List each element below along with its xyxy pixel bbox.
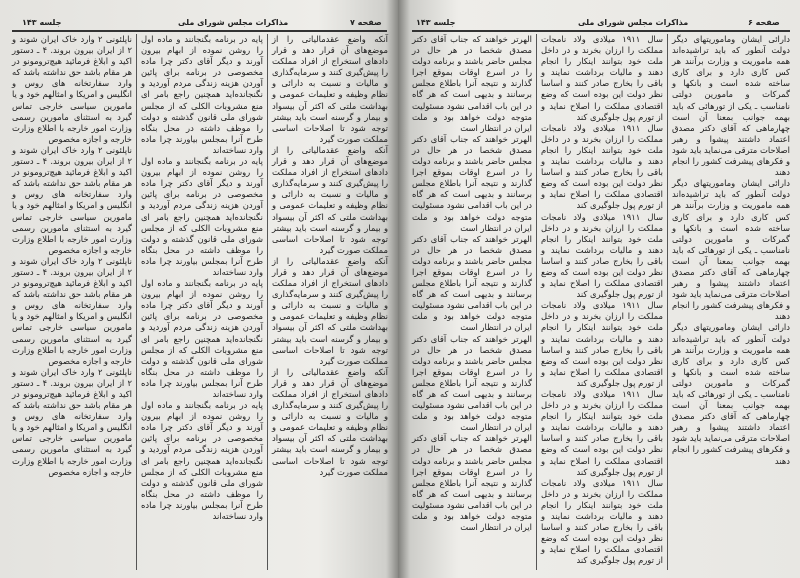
paragraph: پایه در برنامه بگنجانند و ماده اول را روشن نموده از ابهام بیرون آورند و دیگر آقای دکتر چرا ماده مخصوصی در برنامه برای پائین آوردن هزینه زندگی مردم آوردید و نگنجانده‌اید همچنین راجع بامر ای منع مشروبات الکلی که از مجلس شورای ملی قانون گذشته و دولت را موظف داشته در محل بنگاه طرح آنرا بمجلس بیاورند چرا ماده وارد نساخته‌اند <box>141 156 263 277</box>
paragraph: ناپلئونی ۲ وارد خاک ایران شوند و ۲ از ایران بیرون بروند. ۴ ـ دستور اکید و ابلاغ فرمائید هیچ‌ترومونو در هر مقام باشد حق نداشته باشد که وارد سفارتخانه های روس و انگلیس و امریکا و امثالهم خود و یا مامورین سیاسی خارجی تماس گیرد به استثنای مامورین رسمی وزارت امور خارجه با اطلاع وزارت خارجه و اجازه مخصوص <box>12 366 132 477</box>
paragraph: دارائی ایشان وماموریتهای دیگر دولت آنطور که باید تراشیده‌اند همه ماموریت و وزارت برآنند هر کس کاری دارد و برای کاری ساخته شده است و بانکها و گمرکات و مامورین دولتی نامناسب ـ یکی از تورهائی که باید بهمه جوانب بمعنا آن است چهارماهی که آقای دکتر مصدق اعتماد داشتند پیشوا و رهبر اصلاحات مترقی می‌نماید باید شود و فکرهای پیشرفت کشور را انجام دهند <box>672 34 790 178</box>
text-column <box>672 34 790 467</box>
text-column <box>12 34 132 478</box>
session-number: جلسه ۱۴۳ <box>416 18 456 27</box>
paragraph: دارائی ایشان وماموریتهای دیگر دولت آنطور که باید تراشیده‌اند همه ماموریت و وزارت برآنند هر کس کاری دارد و برای کاری ساخته شده است و بانکها و گمرکات و مامورین دولتی نامناسب ـ یکی از تورهائی که باید بهمه جوانب بمعنا آن است چهارماهی که آقای دکتر مصدق اعتماد داشتند پیشوا و رهبر اصلاحات مترقی می‌نماید باید شود و فکرهای پیشرفت کشور را انجام دهند <box>672 178 790 322</box>
page-number: صفحه ۷ <box>350 18 382 27</box>
running-title: مذاکرات مجلس شورای ملی <box>178 18 289 27</box>
text-column <box>412 34 532 533</box>
text-column <box>272 34 388 478</box>
paragraph: ناپلئونی ۲ وارد خاک ایران شوند و ۲ از ایران بیرون بروند. ۴ ـ دستور اکید و ابلاغ فرمائید هیچ‌ترومونو در هر مقام باشد حق نداشته باشد که وارد سفارتخانه های روس و انگلیس و امریکا و امثالهم خود و یا مامورین سیاسی خارجی تماس گیرد به استثنای مامورین رسمی وزارت امور خارجه با اطلاع وزارت خارجه و اجازه مخصوص <box>12 34 132 144</box>
paragraph: سال ۱۹۱۱ میلادی ولاد نامجات مملکت را ارزان بخرند و در داخل ملت خود بتوانند اینکار را انجام دهند و مالیات برداشت نمایند و باقی را بخارج صادر کنند و اساسا نظر دولت این بوده است که وضع اقتصادی مملکت را اصلاح نماید و از تورم پول جلوگیری کند <box>541 34 663 122</box>
paragraph: الهرتر خواهند که جناب آقای دکتر مصدق شخصا در هر حال در مجلس حاضر باشند و برنامه دولت را در اسرع اوقات بموقع اجرا گذارند و نتیجه آنرا باطلاع مجلس برسانند و بدیهی است که هر گاه در این باب اقدامی نشود مسئولیت متوجه دولت خواهد بود و ملت ایران در انتظار است <box>412 333 532 433</box>
paragraph: آنکه واضع عقدمالیاتی را از موضع‌های آن قرار دهد و قرار دادهای استخراج از افراد مملکت را پیش‌گیری کنند و سرمایه‌گذاری و مالیات و نسبت به دارائی و نظام وظیفه و تعلیمات عمومی و بهداشت ملتی که اکثر آن بیسواد و بیمار و گرسنه است باید بیشتر توجه شود تا اصلاحات اساسی مملکت صورت گیرد <box>272 366 388 477</box>
paragraph: آنکه واضع عقدمالیاتی را از موضع‌های آن قرار دهد و قرار دادهای استخراج از افراد مملکت را پیش‌گیری کنند و سرمایه‌گذاری و مالیات و نسبت به دارائی و نظام وظیفه و تعلیمات عمومی و بهداشت ملتی که اکثر آن بیسواد و بیمار و گرسنه است باید بیشتر توجه شود تا اصلاحات اساسی مملکت صورت گیرد <box>272 144 388 255</box>
paragraph: الهرتر خواهند که جناب آقای دکتر مصدق شخصا در هر حال در مجلس حاضر باشند و برنامه دولت را در اسرع اوقات بموقع اجرا گذارند و نتیجه آنرا باطلاع مجلس برسانند و بدیهی است که هر گاه در این باب اقدامی نشود مسئولیت متوجه دولت خواهد بود و ملت ایران در انتظار است <box>412 233 532 333</box>
column-divider <box>667 34 668 570</box>
page-number: صفحه ۶ <box>748 18 780 27</box>
right-page <box>398 0 800 578</box>
page-header <box>0 18 398 30</box>
left-page <box>0 0 398 578</box>
page-header <box>398 18 800 30</box>
session-number: جلسه ۱۴۳ <box>22 18 62 27</box>
running-title: مذاکرات مجلس شورای ملی <box>578 18 689 27</box>
paragraph: آنکه واضع عقدمالیاتی را از موضع‌های آن قرار دهد و قرار دادهای استخراج از افراد مملکت را پیش‌گیری کنند و سرمایه‌گذاری و مالیات و نسبت به دارائی و نظام وظیفه و تعلیمات عمومی و بهداشت ملتی که اکثر آن بیسواد و بیمار و گرسنه است باید بیشتر توجه شود تا اصلاحات اساسی مملکت صورت گیرد <box>272 255 388 366</box>
paragraph: ناپلئونی ۲ وارد خاک ایران شوند و ۲ از ایران بیرون بروند. ۴ ـ دستور اکید و ابلاغ فرمائید هیچ‌ترومونو در هر مقام باشد حق نداشته باشد که وارد سفارتخانه های روس و انگلیس و امریکا و امثالهم خود و یا مامورین سیاسی خارجی تماس گیرد به استثنای مامورین رسمی وزارت امور خارجه با اطلاع وزارت خارجه و اجازه مخصوص <box>12 144 132 255</box>
paragraph: پایه در برنامه بگنجانند و ماده اول را روشن نموده از ابهام بیرون آورند و دیگر آقای دکتر چرا ماده مخصوصی در برنامه برای پائین آوردن هزینه زندگی مردم آوردید و نگنجانده‌اید همچنین راجع بامر ای منع مشروبات الکلی که از مجلس شورای ملی قانون گذشته و دولت را موظف داشته در محل بنگاه طرح آنرا بمجلس بیاورند چرا ماده وارد نساخته‌اند <box>141 400 263 522</box>
paragraph: پایه در برنامه بگنجانند و ماده اول را روشن نموده از ابهام بیرون آورند و دیگر آقای دکتر چرا ماده مخصوصی در برنامه برای پائین آوردن هزینه زندگی مردم آوردید و نگنجانده‌اید همچنین راجع بامر ای منع مشروبات الکلی که از مجلس شورای ملی قانون گذشته و دولت را موظف داشته در محل بنگاه طرح آنرا بمجلس بیاورند چرا ماده وارد نساخته‌اند <box>141 34 263 155</box>
column-divider <box>136 34 137 570</box>
paragraph: آنکه واضع عقدمالیاتی را از موضع‌های آن قرار دهد و قرار دادهای استخراج از افراد مملکت را پیش‌گیری کنند و سرمایه‌گذاری و مالیات و نسبت به دارائی و نظام وظیفه و تعلیمات عمومی و بهداشت ملتی که اکثر آن بیسواد و بیمار و گرسنه است باید بیشتر توجه شود تا اصلاحات اساسی مملکت صورت گیرد <box>272 34 388 144</box>
header-rule <box>12 30 387 32</box>
text-column <box>141 34 263 522</box>
paragraph: سال ۱۹۱۱ میلادی ولاد نامجات مملکت را ارزان بخرند و در داخل ملت خود بتوانند اینکار را انجام دهند و مالیات برداشت نمایند و باقی را بخارج صادر کنند و اساسا نظر دولت این بوده است که وضع اقتصادی مملکت را اصلاح نماید و از تورم پول جلوگیری کند <box>541 122 663 211</box>
paragraph: سال ۱۹۱۱ میلادی ولاد نامجات مملکت را ارزان بخرند و در داخل ملت خود بتوانند اینکار را انجام دهند و مالیات برداشت نمایند و باقی را بخارج صادر کنند و اساسا نظر دولت این بوده است که وضع اقتصادی مملکت را اصلاح نماید و از تورم پول جلوگیری کند <box>541 477 663 566</box>
paragraph: دارائی ایشان وماموریتهای دیگر دولت آنطور که باید تراشیده‌اند همه ماموریت و وزارت برآنند هر کس کاری دارد و برای کاری ساخته شده است و بانکها و گمرکات و مامورین دولتی نامناسب ـ یکی از تورهائی که باید بهمه جوانب بمعنا آن است چهارماهی که آقای دکتر مصدق اعتماد داشتند پیشوا و رهبر اصلاحات مترقی می‌نماید باید شود و فکرهای پیشرفت کشور را انجام دهند <box>672 322 790 466</box>
header-rule <box>412 30 790 32</box>
paragraph: سال ۱۹۱۱ میلادی ولاد نامجات مملکت را ارزان بخرند و در داخل ملت خود بتوانند اینکار را انجام دهند و مالیات برداشت نمایند و باقی را بخارج صادر کنند و اساسا نظر دولت این بوده است که وضع اقتصادی مملکت را اصلاح نماید و از تورم پول جلوگیری کند <box>541 300 663 388</box>
column-divider <box>536 34 537 570</box>
paragraph: الهرتر خواهند که جناب آقای دکتر مصدق شخصا در هر حال در مجلس حاضر باشند و برنامه دولت را در اسرع اوقات بموقع اجرا گذارند و نتیجه آنرا باطلاع مجلس برسانند و بدیهی است که هر گاه در این باب اقدامی نشود مسئولیت متوجه دولت خواهد بود و ملت ایران در انتظار است <box>412 133 532 233</box>
text-column <box>541 34 663 567</box>
column-divider <box>267 34 268 570</box>
paragraph: سال ۱۹۱۱ میلادی ولاد نامجات مملکت را ارزان بخرند و در داخل ملت خود بتوانند اینکار را انجام دهند و مالیات برداشت نمایند و باقی را بخارج صادر کنند و اساسا نظر دولت این بوده است که وضع اقتصادی مملکت را اصلاح نماید و از تورم پول جلوگیری کند <box>541 389 663 477</box>
paragraph: پایه در برنامه بگنجانند و ماده اول را روشن نموده از ابهام بیرون آورند و دیگر آقای دکتر چرا ماده مخصوصی در برنامه برای پائین آوردن هزینه زندگی مردم آوردید و نگنجانده‌اید همچنین راجع بامر ای منع مشروبات الکلی که از مجلس شورای ملی قانون گذشته و دولت را موظف داشته در محل بنگاه طرح آنرا بمجلس بیاورند چرا ماده وارد نساخته‌اند <box>141 278 263 399</box>
paragraph: سال ۱۹۱۱ میلادی ولاد نامجات مملکت را ارزان بخرند و در داخل ملت خود بتوانند اینکار را انجام دهند و مالیات برداشت نمایند و باقی را بخارج صادر کنند و اساسا نظر دولت این بوده است که وضع اقتصادی مملکت را اصلاح نماید و از تورم پول جلوگیری کند <box>541 211 663 300</box>
paragraph: الهرتر خواهند که جناب آقای دکتر مصدق شخصا در هر حال در مجلس حاضر باشند و برنامه دولت را در اسرع اوقات بموقع اجرا گذارند و نتیجه آنرا باطلاع مجلس برسانند و بدیهی است که هر گاه در این باب اقدامی نشود مسئولیت متوجه دولت خواهد بود و ملت ایران در انتظار است <box>412 433 532 533</box>
paragraph: الهرتر خواهند که جناب آقای دکتر مصدق شخصا در هر حال در مجلس حاضر باشند و برنامه دولت را در اسرع اوقات بموقع اجرا گذارند و نتیجه آنرا باطلاع مجلس برسانند و بدیهی است که هر گاه در این باب اقدامی نشود مسئولیت متوجه دولت خواهد بود و ملت ایران در انتظار است <box>412 34 532 133</box>
paragraph: ناپلئونی ۲ وارد خاک ایران شوند و ۲ از ایران بیرون بروند. ۴ ـ دستور اکید و ابلاغ فرمائید هیچ‌ترومونو در هر مقام باشد حق نداشته باشد که وارد سفارتخانه های روس و انگلیس و امریکا و امثالهم خود و یا مامورین سیاسی خارجی تماس گیرد به استثنای مامورین رسمی وزارت امور خارجه با اطلاع وزارت خارجه و اجازه مخصوص <box>12 255 132 366</box>
